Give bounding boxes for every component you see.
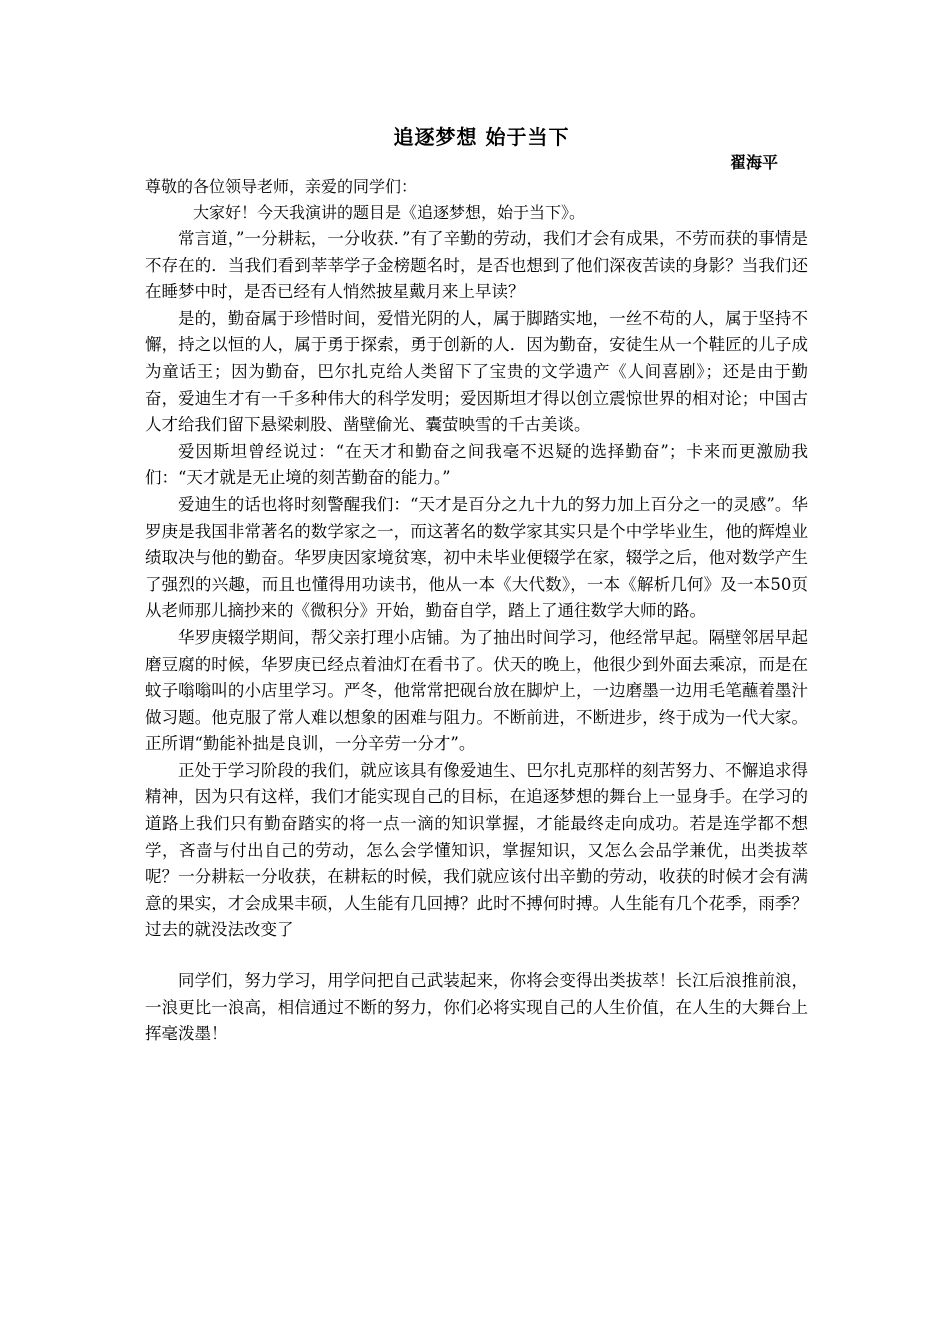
paragraph-einstein-quote: 爱因斯坦曾经说过：“在天才和勤奋之间我毫不迟疑的选择勤奋”；卡来而更激励我们：“天才就是无止境的刻苦勤奋的能力。” — [145, 441, 808, 488]
paragraph-greeting: 大家好！今天我演讲的题目是《追逐梦想，始于当下》。 — [193, 203, 586, 222]
paragraph-diligence-examples: 是的，勤奋属于珍惜时间，爱惜光阴的人，属于脚踏实地，一丝不苟的人，属于坚持不懈，持之以恒的人，属于勇于探索，勇于创新的人．因为勤奋，安徒生从一个鞋匠的儿子成为童话王；因为勤奋，巴尔扎克给人类留下了宝贵的文学遗产《人间喜剧》；还是由于勤奋，爱迪生才有一千多种伟大的科学发明；爱因斯坦才得以创立震惊世界的相对论；中国古人才给我们留下悬梁刺股、凿壁偷光、囊萤映雪的千古美谈。 — [145, 308, 808, 435]
paragraph-closing: 同学们，努力学习，用学问把自己武装起来，你将会变得出类拔萃！长江后浪推前浪，一浪更比一浪高，相信通过不断的努力，你们必将实现自己的人生价值，在人生的大舞台上挥毫泼墨！ — [145, 971, 808, 1044]
paragraph-students-effort: 正处于学习阶段的我们，就应该具有像爱迪生、巴尔扎克那样的刻苦努力、不懈追求得精神，因为只有这样，我们才能实现自己的目标，在追逐梦想的舞台上一显身手。在学习的道路上我们只有勤奋踏实的将一点一滴的知识掌握，才能最终走向成功。若是连学都不想学，吝啬与付出自己的劳动，怎么会学懂知识，掌握知识，又怎么会品学兼优，出类拔萃呢？一分耕耘一分收获，在耕耘的时候，我们就应该付出辛勤的劳动，收获的时候才会有满意的果实，才会成果丰硕，人生能有几回搏？此时不搏何时搏。人生能有几个花季，雨季？过去的就没法改变了 — [145, 760, 808, 940]
document-author: 翟海平 — [729, 153, 778, 172]
paragraph-edison-hualuogeng: 爱迪生的话也将时刻警醒我们：“天才是百分之九十九的努力加上百分之一的灵感”。华罗庚是我国非常著名的数学家之一，而这著名的数学家其实只是个中学毕业生，他的辉煌业绩取决与他的勤奋。华罗庚因家境贫寒，初中未毕业便辍学在家，辍学之后，他对数学产生了强烈的兴趣，而且也懂得用功读书，他从一本《大代数》，一本《解析几何》及一本50页从老师那儿摘抄来的《微积分》开始，勤奋自学，踏上了通往数学大师的路。 — [145, 494, 808, 621]
paragraph-diligence-intro: 常言道，”一分耕耘，一分收获．”有了辛勤的劳动，我们才会有成果，不劳而获的事情是不存在的．当我们看到莘莘学子金榜题名时，是否也想到了他们深夜苦读的身影？当我们还在睡梦中时，是否已经有人悄然披星戴月来上早读？ — [145, 229, 808, 302]
document-page — [145, 122, 808, 1048]
salutation: 尊敬的各位领导老师，亲爱的同学们： — [145, 177, 418, 196]
paragraph-hualuogeng-study: 华罗庚辍学期间，帮父亲打理小店铺。为了抽出时间学习，他经常早起。隔壁邻居早起磨豆腐的时候，华罗庚已经点着油灯在看书了。伏天的晚上，他很少到外面去乘凉，而是在蚊子嗡嗡叫的小店里学习。严冬，他常常把砚台放在脚炉上，一边磨墨一边用毛笔蘸着墨汁做习题。他克服了常人难以想象的困难与阻力。不断前进，不断进步，终于成为一代大家。正所谓“勤能补拙是良训，一分辛劳一分才”。 — [145, 627, 808, 754]
document-title: 追逐梦想 始于当下 — [393, 125, 570, 149]
